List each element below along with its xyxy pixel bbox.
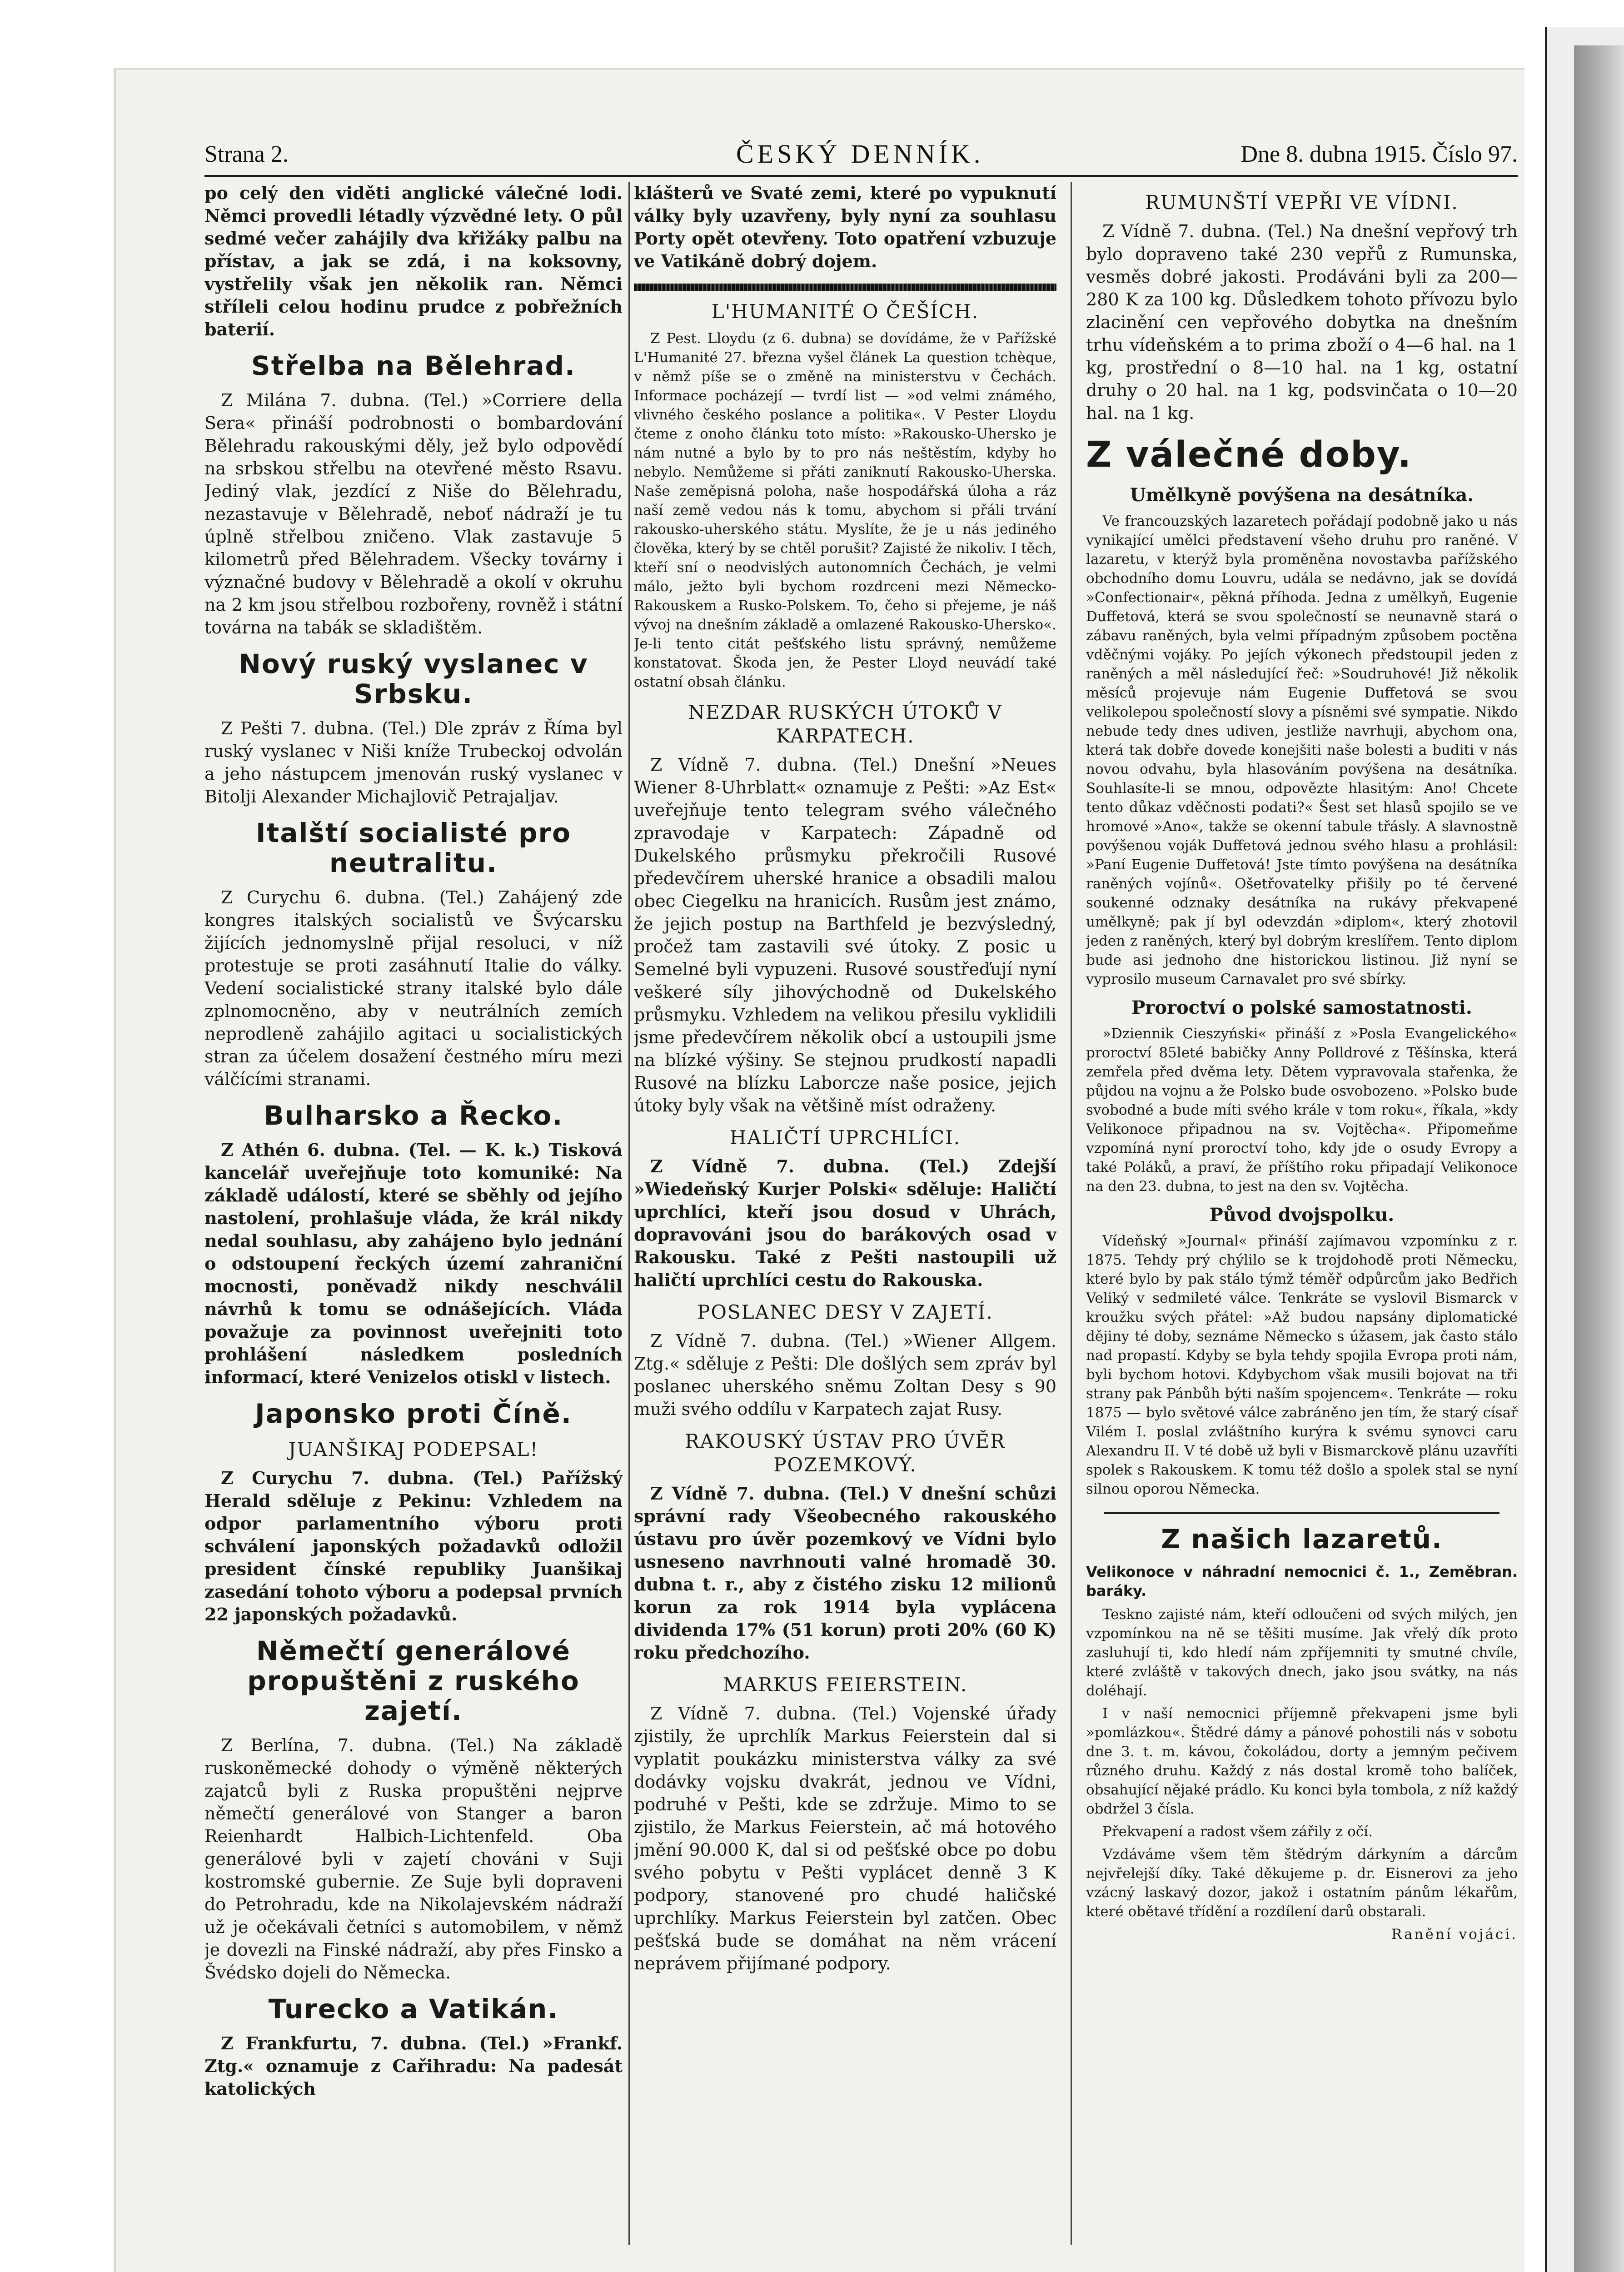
- headline-nezdar: NEZDAR RUSKÝCH ÚTOKŮ V KARPATECH.: [688, 701, 1002, 747]
- column-2: [634, 182, 1056, 2254]
- article-text: Z Pešti 7. dubna. (Tel.) Dle zpráv z Říma byl ruský vyslanec v Niši kníže Trubeckoj odvolán a jeho nástupcem jmenován ruský vyslanec v Bitolji Alexander Michajlovič Petrajaljav.: [204, 718, 623, 807]
- headline-turecko: Turecko a Vatikán.: [268, 1993, 559, 2024]
- subheadline: Velikonoce v náhradní nemocnici č. 1., Zeměbran. baráky.: [1086, 1563, 1518, 1599]
- article-text: »Dziennik Cieszyński« přináší z »Posla Evangelického« proroctví 85leté babičky Anny Polldrové z Těšínska, která zemřela před dvěma lety. Dětem vypravovala stařenka, že půjdou na vojnu a že Polsko bude osvobozeno. »Polsko bude svobodné a bude míti svého krále v tom roku«, říkala, »kdy Velikonoce připadnou na sv. Vojtěcha«. Připomeňme vzpomíná nyní proroctví toho, kdy jde o osudy Evropy a také Poláků, a praví, že příštího roku připadají Velikonoce na den 23. dubna, to jest na den sv. Vojtěcha.: [1086, 1026, 1518, 1195]
- headline-puvod-dvojspolku: Původ dvojspolku.: [1209, 1204, 1395, 1226]
- column-1: [204, 182, 623, 2254]
- headline-italsti-socialiste: Italští socialisté pro neutralitu.: [256, 817, 571, 878]
- article-text: Z Vídně 7. dubna. (Tel.) Na dnešní vepřový trh bylo dopraveno také 230 vepřů z Rumunska, vesměs dobré jakosti. Prodáváni byli za 200—280 K za 100 kg. Důsledkem tohoto přívozu bylo zlacinění cen vepřového dobytka na dnešním trhu vídeňském a to prima zboží o 4—6 hal. na 1 kg, prostřední o 8—10 hal. na 1 kg, ostatní druhy o 20 hal. na 1 kg, podsvinčata o 10—20 hal. na 1 kg.: [1086, 221, 1518, 423]
- headline-rumunsti-vepri: RUMUNŠTÍ VEPŘI VE VÍDNI.: [1145, 191, 1459, 214]
- headline-ustav: RAKOUSKÝ ÚSTAV PRO ÚVĚR POZEMKOVÝ.: [685, 1430, 1006, 1476]
- column-separator: [1071, 182, 1072, 2245]
- page-number: Strana 2.: [204, 141, 289, 167]
- headline-japonsko: Japonsko proti Číně.: [255, 1398, 572, 1429]
- article-text: Z Curychu 6. dubna. (Tel.) Zahájený zde kongres italských socialistů ve Švýcarsku žijících jednomyslně přijal resoluci, v níž protestuje se proti zasáhnutí Italie do války. Vedení socialistické strany italské bylo dále zplnomocněno, aby v neutrálních zemích neprodleně zahájilo agitaci u socialistických stran za účelem dosažení čestného míru mezi válčícími stranami.: [204, 887, 623, 1089]
- headline-bulharsko: Bulharsko a Řecko.: [264, 1100, 563, 1131]
- headline-halicti: HALIČTÍ UPRCHLÍCI.: [729, 1126, 961, 1149]
- signature: Ranění vojáci.: [1391, 1926, 1518, 1943]
- article-text: Překvapení a radost všem zářily z očí.: [1102, 1824, 1373, 1840]
- column-3: [1086, 182, 1518, 2254]
- article-text: Z Milána 7. dubna. (Tel.) »Corriere della Sera« přináší podrobnosti o bombardování Bělehradu rakouskými děly, jež bylo odpovědí na srbskou střelbu na otevřené město Rsavu. Jediný vlak, jezdící z Niše do Bělehradu, nezastavuje v Bělehradě, neboť nádraží je tu úplně střelbou zničeno. Vlak zastavuje 5 kilometrů před Bělehradem. Všecky továrny i význačné budovy v Bělehradě a okolí v okruhu na 2 km jsou střelbou rozbořeny, rovněž i státní továrna na tabák se skladištěm.: [204, 390, 623, 638]
- article-text: Z Pest. Lloydu (z 6. dubna) se dovídáme, že v Pařížské L'Humanité 27. března vyšel článek La question tchèque, v němž píše se o změně na ministerstvu v Čechách. Informace pocházejí — tvrdí list — »od velmi známého, vlivného českého poslance a politika«. V Pester Lloydu čteme z onoho článku toto místo: »Rakousko-Uhersko je nám nutné a bylo by to pro nás neštěstím, kdyby ho nebylo. Nemůžeme si přáti zaniknutí Rakousko-Uherska. Naše zeměpisná poloha, naše hospodářská úloha a ráz naší země vedou nás k tomu, abychom si přáli trvání rakousko-uherského státu. Myslíte, že je u nás jediného člověka, který by se chtěl porušit? Zajisté že nikoliv. I těch, kteří sní o neodvislých autonomních Čechách, je velmi málo, ježto byli bychom rozdrceni mezi Německo-Rakouskem a Rusko-Polskem. To, čeho si přejeme, je náš vývoj na dnešním základě a omlazené Rakousko-Uhersko«. Je-li tento citát pešťského listu správný, nemůžeme konstatovat. Škoda jen, že Pester Lloyd neuvádí také ostatní obsah článku.: [634, 330, 1056, 690]
- article-text: I v naší nemocnici příjemně překvapeni jsme byli »pomlázkou«. Štědré dámy a pánové pohostili nás v sobotu dne 3. t. m. kávou, čokoládou, dorty a jemným pečivem různého druhu. Každý z nás dostal kromě toho balíček, obsahující nějaké prádlo. Ku konci byla tombola, z níž každý obdržel 3 čísla.: [1086, 1705, 1518, 1817]
- subheadline: Umělkyně povýšena na desátníka.: [1130, 484, 1474, 506]
- headline-novy-vyslanec: Nový ruský vyslanec v Srbsku.: [239, 648, 588, 709]
- column-separator: [628, 182, 630, 2245]
- article-text: Z Frankfurtu, 7. dubna. (Tel.) »Frankf. Ztg.« oznamuje z Cařihradu: Na padesát katolických: [204, 2033, 623, 2099]
- section-divider: [1104, 1512, 1499, 1514]
- headline-humanite: L'HUMANITÉ O ČEŠÍCH.: [711, 300, 979, 323]
- headline-nemecti-generalove: Němečtí generálové propuštěni z ruského zajetí.: [247, 1635, 580, 1726]
- headline-feierstein: MARKUS FEIERSTEIN.: [722, 1674, 968, 1696]
- article-text: Z Curychu 7. dubna. (Tel.) Pařížský Herald sděluje z Pekinu: Vzhledem na odpor parlamentního výboru proti schválení japonských požadavků odložil president čínské republiky Juanšikaj zasedání tohoto výboru a podepsal prvních 22 japonských požadavků.: [204, 1468, 623, 1624]
- issue-date: Dne 8. dubna 1915. Číslo 97.: [1240, 141, 1518, 167]
- newspaper-title: ČESKÝ DENNÍK.: [736, 139, 984, 169]
- article-text: Z Vídně 7. dubna. (Tel.) Zdejší »Wiedeňský Kurjer Polski« sděluje: Haličtí uprchlíci, kteří jsou dosud v Uhrách, dopravováni jsou do barákových osad v Rakousku. Také z Pešti nastoupili už haličtí uprchlíci cestu do Rakouska.: [634, 1156, 1056, 1290]
- article-text: Ve francouzských lazaretech pořádají podobně jako u nás vynikající umělci představení všeho druhu pro raněné. V lazaretu, v kterýž byla proměněna novostavba pařížského obchodního domu Louvru, udála se nedávno, jak se dovídá »Confectionair«, pěkná příhoda. Jedna z umělkyň, Eugenie Duffetová, která se svou společností se neunavně stará o zábavu raněných, byla velmi případným způsobem poctěna vděčnými vojáky. Po jejích výkonech předstoupil jeden z raněných a měl následující řeč: »Soudruhové! Již několik měsíců projevuje nám Eugenie Duffetová se svou velikolepou společností slovy a písněmi své sympatie. Nikdo nebude tedy dnes udiven, jestliže navrhuji, abychom ona, která tak dobře dovede konejšiti naše bolesti a buditi v nás novou odvahu, byla hlasováním povýšena na desátníka. Souhlasíte-li se mnou, odpovězte hlasitým: Ano! Chcete tento důkaz vděčnosti podati?« Šest set hlasů spojilo se ve hromové »Ano«, takže se okenní tabule třásly. A slavnostně povýšenou voják Duffetová jednou svého hlasu a prohlásil: »Paní Eugenie Duffetová! Jste tímto povýšena na desátníka raněných vojínů«. Ošetřovatelky přišily po té červené soukenné odznaky desátníka na rukávy překvapené umělkyně; pak jí byl odevzdán »diplom«, který zhotovil jeden z raněných, který byl dobrým kreslířem. Tento diplom bude asi jednoho dne historickou listinou. Již nyní se vyprosilo museum Carnavalet pro své sbírky.: [1086, 513, 1518, 987]
- article-text: Z Vídně 7. dubna. (Tel.) V dnešní schůzi správní rady Všeobecného rakouského ústavu pro úvěr pozemkový ve Vídni bylo usneseno navrhnouti valné hromadě 30. dubna t. r., aby z čistého zisku 12 milionů korun za rok 1914 byla vyplácena dividenda 17% (51 korun) proti 20% (60 K) roku předchozího.: [634, 1483, 1056, 1663]
- headline-proroctvi: Proroctví o polské samostatnosti.: [1131, 997, 1472, 1018]
- header-rule: [204, 175, 1518, 177]
- article-continuation: klášterů ve Svaté zemi, které po vypuknutí války byly uzavřeny, byly nyní za souhlasu Porty opět otevřeny. Toto opatření vzbuzuje ve Vatikáně dobrý dojem.: [634, 183, 1056, 271]
- article-text: Z Athén 6. dubna. (Tel. — K. k.) Tisková kancelář uveřejňuje toto komuniké: Na základě událostí, které se sběhly od jejího nastolení, prohlašuje vláda, že král nikdy nedal souhlasu, aby zahájeno bylo jednání o odstoupení řeckých území zahraniční mocnosti, poněvadž nikdy neschválil návrhů k tomu se odnášejících. Vláda považuje za povinnost uveřejniti toto prohlášení následkem posledních informací, které Venizelos otiskl v listech.: [204, 1140, 623, 1387]
- article-text: Z Vídně 7. dubna. (Tel.) Dnešní »Neues Wiener 8-Uhrblatt« oznamuje z Pešti: »Az Est« uveřejňuje tento telegram svého válečného zpravodaje v Karpatech: Západně od Dukelského průsmyku překročili Rusové předevčírem uherské hranice a obsadili malou obec Ciegelku na hranicích. Rusům jest známo, že jejich postup na Barthfeld je bezvýsledný, pročež tam zastavili své útoky. Z posic u Semelné byli vypuzeni. Rusové soustřeďují nyní veškeré síly jihovýchodně od Dukelského průsmyku. Vzhledem na velikou přesilu vyklidili jsme předevčírem několik obcí a ustoupili jsme na blízké výšiny. Se stejnou prudkostí napadli Rusové na blízku Laborcze naše posice, jejich útoky byly však na většině míst odraženy.: [634, 755, 1056, 1116]
- article-continuation: po celý den viděti anglické válečné lodi. Němci provedli létadly výzvědné lety. O půl sedmé večer zahájily dva křižáky palbu na přístav, a jak se zdá, i na koksovny, vystřelily však jen několik ran. Němci stříleli celou hodinu prudce z pobřežních baterií.: [204, 183, 623, 339]
- article-text: Vídeňský »Journal« přináší zajímavou vzpomínku z r. 1875. Tehdy prý chýlilo se k trojdohodě proti Německu, které bylo by pak stálo týmž téměř odpůrcům jako Bedřich Veliký v sedmileté válce. Tenkráte se vyslovil Bismarck v kroužku svých přátel: »Až budou napsány diplomatické dějiny té doby, seznáme Německo s úžasem, jak často stálo nad propastí. Kdyby se byla tehdy spojila Evropa proti nám, byli bychom hotovi. Kdybychom však musili bojovat na tři strany pak Pánbůh býti naším spojencem«. Tenkráte — roku 1875 — bylo světové válce zabráněno jen tím, že starý císař Vilém I. poslal zvláštního kurýra k svému synovci caru Alexandru II. V té době už byli v Bismarckově plánu uzavříti spolek s Rakouskem. K tomu též došlo a spolek stal se nyní silnou oporou Německa.: [1086, 1233, 1518, 1497]
- section-headline-lazarety: Z našich lazaretů.: [1161, 1524, 1443, 1555]
- article-text: Z Vídně 7. dubna. (Tel.) Vojenské úřady zjistily, že uprchlík Markus Feierstein dal si vyplatit poukázku ministerstva války za své dodávky vojsku dvakrát, jednou ve Vídni, podruhé v Pešti, kde se zdržuje. Mimo to se zjistilo, že Markus Feierstein, ač má hotového jmění 90.000 K, dal si od pešťské obce po dobu svého pobytu v Pešti vyplácet denně 3 K podpory, stanovené pro chudé haličské uprchlíky. Markus Feierstein byl zatčen. Obec pešťská bude se domáhat na něm vrácení neprávem přijímané podpory.: [634, 1704, 1056, 1973]
- page-header: [204, 136, 1518, 173]
- headline-poslanec-desy: POSLANEC DESY V ZAJETÍ.: [697, 1301, 993, 1323]
- section-headline-valecne-doby: Z válečné doby.: [1086, 434, 1412, 475]
- headline-strelba: Střelba na Bělehrad.: [251, 350, 576, 381]
- article-text: Z Vídně 7. dubna. (Tel.) »Wiener Allgem. Ztg.« sděluje z Pešti: Dle došlých sem zpráv byl poslanec uherského sněmu Zoltan Desy s 90 muži svého oddílu v Karpatech zajat Rusy.: [634, 1331, 1056, 1419]
- adjacent-page-edge: [1545, 27, 1624, 2272]
- subheadline: JUANŠIKAJ PODEPSAL!: [288, 1438, 539, 1460]
- section-divider: [634, 284, 1056, 291]
- article-text: Z Berlína, 7. dubna. (Tel.) Na základě ruskoněmecké dohody o výměně některých zajatců byli z Ruska propuštěni nejprve němečtí generálové von Stanger a baron Reienhardt Halbich-Lichtenfeld. Oba generálové byli v zajetí chováni v Suji kostromské gubernie. Ze Suje byli dopraveni do Petrohradu, kde na Nikolajevském nádraží už je očekávali četníci s automobilem, v němž je dovezli na Finské nádraží, aby přes Finsko a Švédsko dojeli do Německa.: [204, 1735, 623, 1983]
- article-text: Tesknо zajisté nám, kteří odloučeni od svých milých, jen vzpomínkou na ně se těšiti musíme. Jak vřelý dík proto zasluhují ti, kdo hledí nám zpříjemniti ty smutné chvíle, které zvláště v takových dnech, jako jsou svátky, na nás doléhají.: [1086, 1606, 1518, 1699]
- article-text: Vzdáváme všem těm štědrým dárkyním a dárcům nejvřelejší díky. Také děkujeme p. dr. Eisnerovi za jeho vzácný laskavý dozor, jakož i ostatním pánům lékařům, které obětavé třídění a rozdílení darů obstarali.: [1086, 1846, 1518, 1920]
